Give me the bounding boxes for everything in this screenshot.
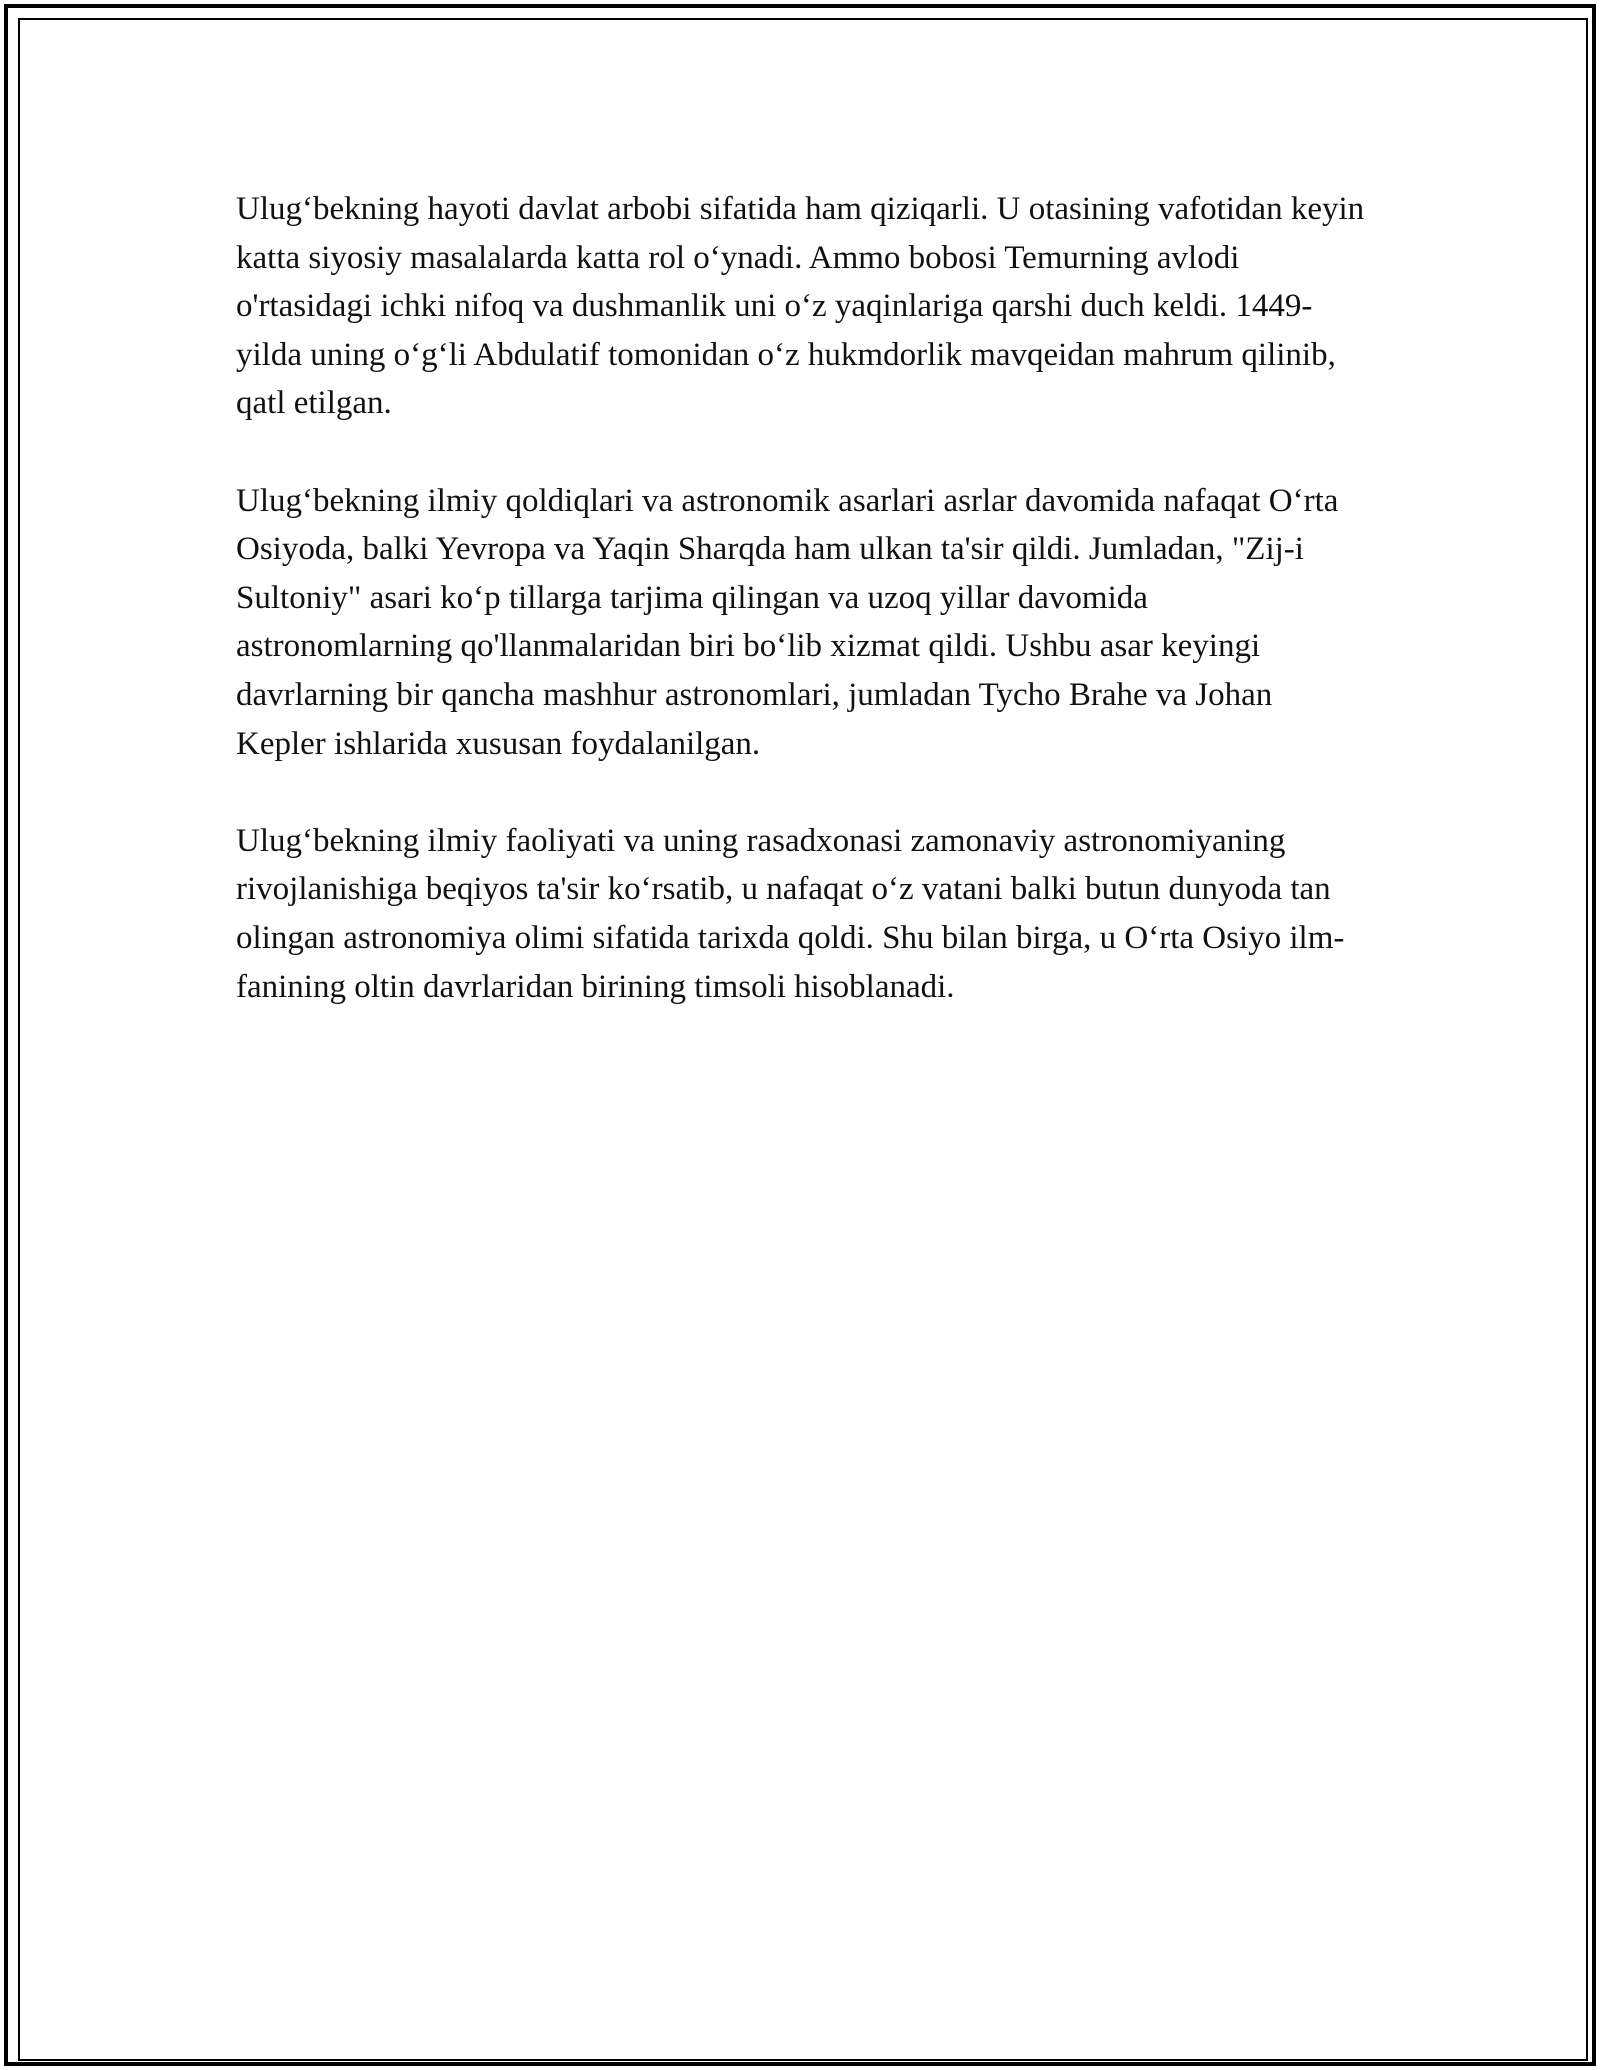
paragraph-1: Ulug‘bekning hayoti davlat arbobi sifatida ham qiziqarli. U otasining vafotidan keyin katta siyosiy masalalarda katta rol o‘ynadi. Ammo bobosi Temurning avlodi o'rtasidagi ichki nifoq va dushmanlik uni o‘z yaqinlariga qarshi duch keldi. 1449-yilda uning o‘g‘li Abdulatif tomonidan o‘z hukmdorlik mavqeidan mahrum qilinib, qatl etilgan.	[236, 191, 1365, 422]
paragraph-3: Ulug‘bekning ilmiy faoliyati va uning rasadxonasi zamonaviy astronomiyaning rivojlanishiga beqiyos ta'sir ko‘rsatib, u nafaqat o‘z vatani balki butun dunyoda tan olingan astronomiya olimi sifatida tarixda qoldi. Shu bilan birga, u O‘rta Osiyo ilm-fanining oltin davrlaridan birining timsoli hisoblanadi.	[236, 822, 1345, 1005]
paragraph-2: Ulug‘bekning ilmiy qoldiqlari va astronomik asarlari asrlar davomida nafaqat O‘rta Osiyoda, balki Yevropa va Yaqin Sharqda ham ulkan ta'sir qildi. Jumladan, "Zij-i Sultoniy" asari ko‘p tillarga tarjima qilingan va uzoq yillar davomida astronomlarning qo'llanmalaridan biri bo‘lib xizmat qildi. Ushbu asar keyingi davrlarning bir qancha mashhur astronomlari, jumladan Tycho Brahe va Johan Kepler ishlarida xususan foydalanilgan.	[236, 482, 1339, 762]
document-body	[236, 185, 1366, 1011]
